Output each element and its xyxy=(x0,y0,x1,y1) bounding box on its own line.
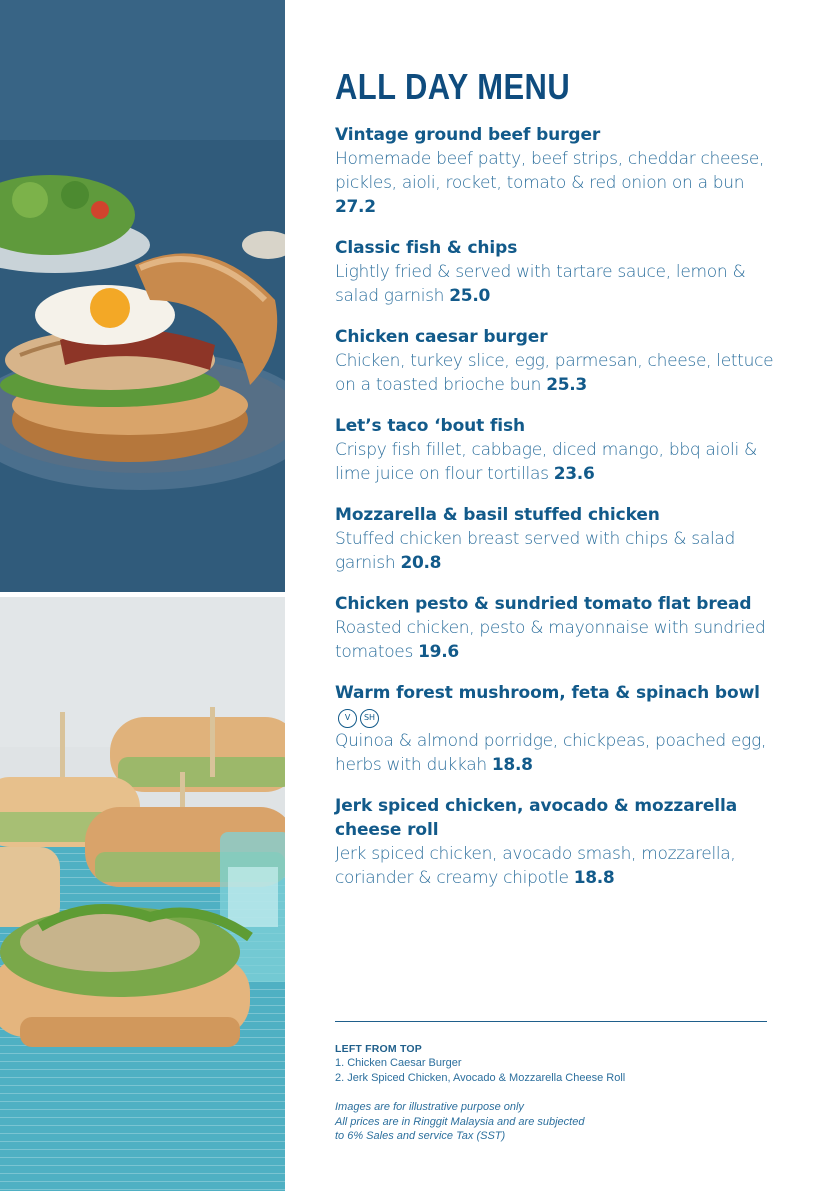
menu-item-name-text: Warm forest mushroom, feta & spinach bowl xyxy=(335,683,760,703)
photo-caption: 1. Chicken Caesar Burger xyxy=(335,1057,462,1069)
menu-item-description xyxy=(335,147,775,219)
menu-item-description xyxy=(335,729,775,777)
footer-note: Images are for illustrative purpose only xyxy=(335,1101,524,1113)
menu-item-description xyxy=(335,842,775,890)
menu-item-price: 23.6 xyxy=(553,464,595,484)
menu-item xyxy=(335,123,775,219)
menu-item xyxy=(335,503,775,575)
menu-item-description xyxy=(335,527,775,575)
description-text: Quinoa & almond porridge, chickpeas, poached egg, herbs with dukkah xyxy=(335,731,767,775)
menu-item xyxy=(335,592,775,664)
menu-item-name xyxy=(335,681,775,729)
page-title: ALL DAY MENU xyxy=(335,66,571,107)
description-text: Homemade beef patty, beef strips, cheddar cheese, pickles, aioli, rocket, tomato & red onion on a bun xyxy=(335,149,765,193)
rolls-illustration xyxy=(0,597,285,1191)
menu-item xyxy=(335,236,775,308)
menu-item-description xyxy=(335,438,775,486)
photo-caption: 2. Jerk Spiced Chicken, Avocado & Mozzarella Cheese Roll xyxy=(335,1071,626,1084)
menu-item-description xyxy=(335,349,775,397)
description-text: Crispy fish fillet, cabbage, diced mango, bbq aioli & lime juice on flour tortillas xyxy=(335,440,757,484)
menu-item-price: 27.2 xyxy=(335,197,376,217)
description-text: Lightly fried & served with tartare sauce, lemon & salad garnish xyxy=(335,262,746,306)
menu-item xyxy=(335,414,775,486)
sh-badge-icon: SH xyxy=(360,709,379,728)
menu-item-name: Jerk spiced chicken, avocado & mozzarella cheese roll xyxy=(335,796,738,840)
menu-item-price: 25.0 xyxy=(449,286,491,306)
jerk-chicken-roll-photo xyxy=(0,597,285,1191)
description-text: Stuffed chicken breast served with chips & salad garnish xyxy=(335,529,735,573)
description-text: Roasted chicken, pesto & mayonnaise with sundried tomatoes xyxy=(335,618,766,662)
burger-illustration xyxy=(0,0,285,592)
menu-item-name: Chicken caesar burger xyxy=(335,327,548,347)
footer xyxy=(335,1042,775,1144)
description-text: Jerk spiced chicken, avocado smash, mozzarella, coriander & creamy chipotle xyxy=(335,844,736,888)
menu-item xyxy=(335,794,775,890)
menu-item-name: Chicken pesto & sundried tomato flat bread xyxy=(335,594,752,614)
footer-note: to 6% Sales and service Tax (SST) xyxy=(335,1130,506,1142)
menu-item-price: 20.8 xyxy=(400,553,442,573)
menu-item-name: Mozzarella & basil stuffed chicken xyxy=(335,505,660,525)
menu-item-name: Let’s taco ‘bout fish xyxy=(335,416,526,436)
menu-list xyxy=(335,123,775,907)
footer-note: All prices are in Ringgit Malaysia and are subjected xyxy=(335,1115,585,1128)
footer-notes xyxy=(335,1100,775,1144)
menu-item-name: Vintage ground beef burger xyxy=(335,125,601,145)
menu-item-name: Classic fish & chips xyxy=(335,238,518,258)
menu-item-price: 19.6 xyxy=(418,642,459,662)
vegetarian-badge-icon: V xyxy=(338,709,357,728)
menu-item-price: 18.8 xyxy=(573,868,615,888)
menu-item-price: 18.8 xyxy=(491,755,533,775)
menu-item-price: 25.3 xyxy=(546,375,587,395)
menu-item xyxy=(335,325,775,397)
chicken-caesar-burger-photo xyxy=(0,0,285,592)
menu-item-description xyxy=(335,616,775,664)
footer-divider xyxy=(335,1021,767,1022)
description-text: Chicken, turkey slice, egg, parmesan, cheese, lettuce on a toasted brioche bun xyxy=(335,351,774,395)
footer-heading: LEFT FROM TOP xyxy=(335,1043,422,1055)
menu-item-description xyxy=(335,260,775,308)
menu-item xyxy=(335,681,775,777)
